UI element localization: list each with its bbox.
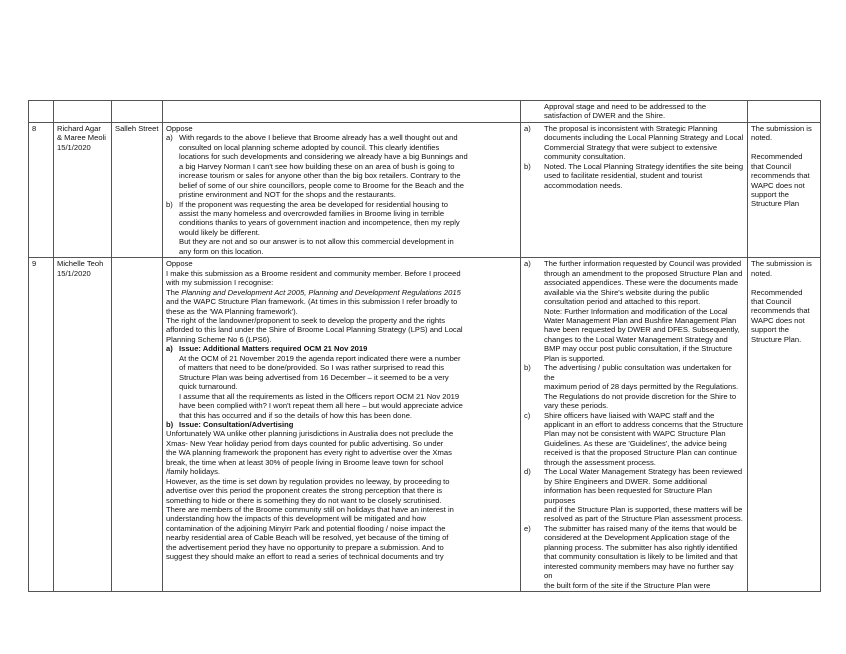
response-item — [524, 162, 744, 190]
recommendation-line: The submission is — [751, 259, 812, 269]
item-marker: a) — [166, 344, 173, 354]
submission-line — [166, 288, 517, 297]
table-row — [29, 101, 821, 123]
recommendation-line: noted. — [751, 268, 773, 278]
response-line: Water Management Plan and Bushfire Management Plan — [544, 315, 737, 325]
response-line: Noted. The Local Planning Strategy identifies the site being — [544, 161, 744, 171]
recommendation-line: Recommended — [751, 287, 803, 297]
submission-line: However, as the time is set down by regulation provides no leeway, by proceeding to — [166, 476, 450, 486]
submission-line: But they are not and so our answer is to not allow this commercial development in — [179, 237, 454, 247]
response-line: The proposal is inconsistent with Strategic Planning — [544, 123, 718, 133]
response-line: planning process. The submitter has also rightly identified — [544, 542, 738, 552]
submitter-name: Richard Agar & Maree Meoli 15/1/2020 — [54, 122, 112, 257]
submission-item — [166, 133, 517, 199]
submission-line: break, the time when at least 30% of people living in Broome leave town for school — [166, 457, 444, 467]
item-marker: b) — [524, 161, 531, 171]
submission-line: contamination of the adjoining Minyirr Park and potential flooding / noise impact the — [166, 523, 446, 533]
item-marker: c) — [524, 410, 531, 420]
response-item — [524, 102, 744, 121]
submission-number: 9 — [29, 258, 54, 592]
submission-text — [163, 101, 521, 123]
response-line: The submitter has raised many of the items that would be — [544, 523, 737, 533]
response-line: The further information requested by Council was provided — [544, 259, 742, 269]
response-item — [524, 259, 744, 363]
response-line: Shire officers have liaised with WAPC staff and the — [544, 410, 715, 420]
response-line: The Local Water Management Strategy has been reviewed — [544, 467, 743, 477]
legislation-title: Planning and Development Act 2005, Planning and Development Regulations 2015 — [181, 287, 461, 297]
item-marker: b) — [166, 199, 173, 209]
submission-line: locations for such developments and considering we already have a big Bunnings and — [179, 152, 468, 162]
submitter-address — [112, 101, 163, 123]
response-line: through the assessment process. — [544, 457, 656, 467]
submission-text — [163, 122, 521, 257]
recommendation-line: Structure Plan. — [751, 334, 802, 344]
officer-response — [521, 122, 748, 257]
submission-line: With regards to the above I believe that Broome already has a well thought out and — [179, 133, 458, 143]
submission-line: I make this submission as a Broome resident and community member. Before I proceed — [166, 268, 461, 278]
submission-line: the advertisement period they have no opportunity to prepare a submission. And to — [166, 542, 444, 552]
response-line: the built form of the site if the Structure Plan were — [544, 580, 711, 590]
spacer — [751, 143, 817, 152]
submission-line: a big Harvey Norman I can't see how building these on an area of bush is going to — [179, 161, 455, 171]
response-line: The Regulations do not provide discretion for the Shire to — [544, 391, 737, 401]
submission-line: Unfortunately WA unlike other planning jurisdictions in Australia does not preclude the — [166, 429, 454, 439]
submission-item — [166, 420, 517, 429]
response-line: documents including the Local Planning Strategy and Local — [544, 133, 744, 143]
officer-response — [521, 101, 748, 123]
submission-line: increase tourism or sales for anyone other than the big box retailers. Contrary to the — [179, 171, 461, 181]
response-line: vary these periods. — [544, 401, 609, 411]
submission-line: that this has occurred and if so the details of how this has been done. — [179, 410, 413, 420]
recommendation — [748, 258, 821, 592]
submission-item — [166, 200, 517, 257]
submission-line: nearby residential area of Cable Beach will be resolved, yet because of the timing of — [166, 533, 449, 543]
submission-line: Oppose — [166, 259, 193, 269]
response-line: accommodation needs. — [544, 180, 623, 190]
submission-number — [29, 101, 54, 123]
submission-line: Xmas- New Year holiday period from days counted for public advertising. So under — [166, 438, 444, 448]
submission-line: advertise over this period the proponent creates the strong perception that there is — [166, 486, 443, 496]
submission-line: I assume that all the requirements as listed in the Officers report OCM 21 Nov 2019 — [179, 391, 460, 401]
submission-item — [166, 344, 517, 420]
response-line: by Shire Engineers and DWER. Some additional — [544, 476, 707, 486]
recommendation-line: The submission is — [751, 123, 812, 133]
response-line: consultation period and attached to this report. — [544, 297, 701, 307]
response-line: received is that the proposed Structure Plan can continue — [544, 448, 737, 458]
recommendation-line: WAPC does not — [751, 180, 805, 190]
submission-line: something to hide or there is something they do not want to be closely scrutinised. — [166, 495, 442, 505]
submission-line: /family holidays. — [166, 467, 221, 477]
submission-line: consulted on local planning scheme adopted by council. This clearly identifies — [179, 142, 440, 152]
recommendation-line: recommends that — [751, 306, 810, 316]
item-marker: a) — [524, 123, 531, 133]
submission-line: understanding how the impacts of this development will be mitigated and how — [166, 514, 427, 524]
recommendation-line: that Council — [751, 297, 792, 306]
item-marker: b) — [166, 419, 174, 429]
submission-line: If the proponent was requesting the area be developed for residential housing to — [179, 199, 448, 209]
response-line: changes to the Local Water Management Strategy and — [544, 334, 728, 344]
response-line: through an amendment to the proposed Structure Plan and — [544, 268, 743, 278]
item-marker: d) — [524, 467, 531, 477]
recommendation-line: Recommended — [751, 152, 803, 162]
response-line: considered at the Development Application stage of the — [544, 533, 730, 543]
submission-line: Structure Plan was being advertised from 16 December – it seemed to be a very — [179, 372, 449, 382]
response-line: Commercial Strategy that were subject to extensive — [544, 142, 718, 152]
submission-line: pristine environment and NOT for the shops and the restaurants. — [179, 190, 396, 200]
response-item — [524, 411, 744, 468]
issue-heading: Issue: Additional Matters required OCM 21 Nov 2019 — [179, 344, 368, 354]
response-line: Approval stage and need to be addressed to the — [544, 102, 707, 111]
response-line: satisfaction of DWER and the Shire. — [544, 111, 666, 121]
recommendation-line: Structure Plan — [751, 199, 800, 209]
table-row — [29, 258, 821, 592]
table-row — [29, 122, 821, 257]
submission-line: assist the many homeless and overcrowded families in Broome living in terrible — [179, 208, 445, 218]
recommendation-line: recommends that — [751, 171, 810, 181]
response-line: Plan may not be consistent with WAPC Structure Plan — [544, 429, 726, 439]
spacer — [751, 278, 817, 287]
response-line: that community consultation is likely to be limited and that — [544, 552, 738, 562]
submission-line: belief of some of our shire councillors, people come to Broome for the Beach and the — [179, 180, 464, 190]
response-item — [524, 524, 744, 590]
response-line: community consultation. — [544, 152, 626, 162]
submission-line: these as the 'WA Planning framework'). — [166, 306, 298, 316]
response-line: The advertising / public consultation was undertaken for the — [544, 363, 732, 382]
recommendation-line: WAPC does not — [751, 315, 805, 325]
recommendation — [748, 101, 821, 123]
submission-line: of matters that need to be done/provided. So I was rather surprised to read this — [179, 363, 445, 373]
submitter-address — [112, 258, 163, 592]
response-line: Guidelines. As these are 'Guidelines', the advice being — [544, 438, 727, 448]
issue-heading: Issue: Consultation/Advertising — [179, 419, 294, 429]
item-marker: a) — [166, 133, 173, 143]
recommendation-line: support the — [751, 190, 789, 200]
response-line: used to facilitate residential, student and tourist — [544, 171, 703, 181]
submission-line: There are members of the Broome community still on holidays that have an interest in — [166, 505, 454, 515]
response-line: resolved as part of the Structure Plan assessment process. — [544, 514, 743, 524]
recommendation-line: noted. — [751, 133, 773, 143]
submitter-name: Michelle Teoh 15/1/2020 — [54, 258, 112, 592]
response-line: Plan is supported. — [544, 353, 605, 363]
recommendation-line: that Council — [751, 161, 792, 171]
response-line: associated appendices. These were the documents made — [544, 278, 739, 288]
item-marker: b) — [524, 363, 531, 373]
submission-line: conditions thanks to years of government inaction and incompetence, then my reply — [179, 218, 460, 228]
response-line: BMP may occur post public consultation, if the Structure — [544, 344, 733, 354]
officer-response — [521, 258, 748, 592]
submission-number: 8 — [29, 122, 54, 257]
submitter-address: Salleh Street — [112, 122, 163, 257]
response-line: interested community members may have no further say on — [544, 561, 734, 581]
submission-line: suggest they should make an effort to read a series of technical documents and try — [166, 552, 444, 562]
response-item — [524, 124, 744, 162]
submitter-name — [54, 101, 112, 123]
item-marker: e) — [524, 523, 531, 533]
submission-line: afforded to this land under the Shire of Broome Local Planning Strategy (LPS) and Local — [166, 325, 463, 335]
submission-line: At the OCM of 21 November 2019 the agenda report indicated there were a number — [179, 353, 461, 363]
response-line: have been requested by DWER and DFES. Subsequently, — [544, 325, 740, 335]
submissions-table — [28, 100, 821, 592]
submission-text — [163, 258, 521, 592]
response-line: information has been requested for Structure Plan purposes — [544, 486, 713, 505]
submission-line: any form on this location. — [179, 246, 264, 256]
submission-line: have been complied with? I won't repeat them all here – but would appreciate advice — [179, 401, 463, 411]
recommendation-line: support the — [751, 325, 789, 335]
response-line: available via the Shire's website during the public — [544, 287, 710, 297]
submission-line: The right of the landowner/proponent to seek to develop the property and the rights — [166, 315, 446, 325]
response-line: maximum period of 28 days permitted by the Regulations. — [544, 382, 739, 392]
response-item — [524, 467, 744, 524]
recommendation — [748, 122, 821, 257]
item-marker: a) — [524, 259, 531, 269]
submission-line: and the WAPC Structure Plan framework. (At times in this submission I refer broadly to — [166, 297, 458, 307]
response-line: applicant in an effort to address concerns that the Structure — [544, 419, 744, 429]
response-line: and if the Structure Plan is supported, these matters will be — [544, 505, 743, 515]
submission-line: the WA planning framework the proponent has every right to advertise over the Xmas — [166, 448, 452, 458]
submission-line: would likely be different. — [179, 227, 260, 237]
prefix-text: The — [166, 287, 182, 297]
submission-line: Planning Scheme No 6 (LPS6). — [166, 334, 272, 344]
response-item — [524, 363, 744, 410]
response-line: Note: Further Information and modification of the Local — [544, 306, 728, 316]
submission-line: quick turnaround. — [179, 382, 238, 392]
submission-line: with my submission I recognise: — [166, 278, 274, 288]
submission-line: Oppose — [166, 123, 193, 133]
